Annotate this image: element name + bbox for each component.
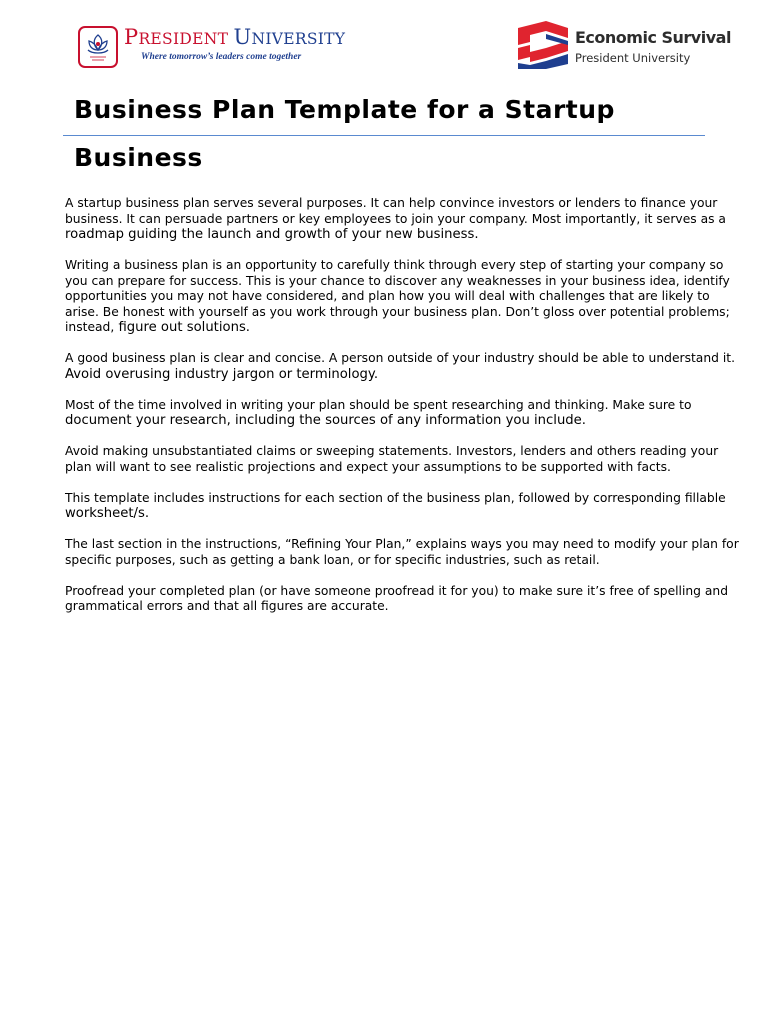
paragraph-clear-concise xyxy=(65,351,740,382)
name-initial-p: P xyxy=(124,25,139,49)
document-body xyxy=(65,196,740,630)
paragraph-text: Proofread your completed plan (or have someone proofread it for you) to make sure it’s free of spelling and xyxy=(65,583,729,598)
paragraph-text: Most of the time involved in writing your plan should be spent researching and thinking. Make sure to xyxy=(65,397,692,412)
paragraph-purposes xyxy=(65,196,740,243)
economic-survival-title: Economic Survival xyxy=(575,28,731,47)
paragraph-tail: Avoid overusing industry jargon or terminology. xyxy=(65,366,379,382)
paragraph-proofread xyxy=(65,584,740,615)
paragraph-text: A good business plan is clear and concise. A person outside of your industry should be able to understand it. xyxy=(65,351,735,365)
university-seal-icon xyxy=(78,26,118,68)
paragraph-text: The last section in the instructions, “Refining Your Plan,” explains ways you may need to modify your plan for specific purposes, such as getting a bank loan, or for specific industries, such as retail. xyxy=(65,537,739,567)
university-name xyxy=(124,27,345,48)
name-university: NIVERSITY xyxy=(251,30,346,48)
economic-survival-logo xyxy=(516,20,731,70)
university-tagline: Where tomorrow’s leaders come together xyxy=(141,52,302,62)
paragraph-tail: grammatical errors and that all figures are accurate. xyxy=(65,599,389,613)
paragraph-opportunity xyxy=(65,258,740,336)
paragraph-text: This template includes instructions for each section of the business plan, followed by corresponding fillable xyxy=(65,490,726,505)
paragraph-tail: figure out solutions. xyxy=(114,320,251,335)
paragraph-text: A startup business plan serves several purposes. It can help convince investors or lenders to finance your business. It can persuade partners or key employees to join your company. Most importantly, it serves as a xyxy=(65,196,726,226)
page-title: Business Plan Template for a Startup Business xyxy=(74,95,615,172)
name-president: RESIDENT xyxy=(138,30,229,48)
paragraph-text: Writing a business plan is an opportunity to carefully think through every step of starting your company so you can prepare for success. This is your chance to discover any weaknesses in your business idea, identify opportunities you may not have considered, and plan how you will deal with challenges that are likely to arise. Be honest with yourself as you work through your business plan. Don’t gloss over potential problems; instead, xyxy=(65,258,730,334)
president-university-logo xyxy=(78,25,346,71)
economic-survival-mark-icon xyxy=(516,20,570,70)
economic-survival-subtitle: President University xyxy=(575,51,691,65)
paragraph-text: Avoid making unsubstantiated claims or sweeping statements. Investors, lenders and others reading your plan will want to see realistic projections and expect your assumptions to be supported with facts. xyxy=(65,444,719,474)
paragraph-tail: worksheet/s. xyxy=(65,506,150,521)
paragraph-tail: document your research, including the sources of any information you include. xyxy=(65,413,586,428)
paragraph-research xyxy=(65,398,740,429)
title-divider xyxy=(63,135,705,136)
paragraph-template xyxy=(65,491,740,522)
paragraph-refining xyxy=(65,537,740,568)
paragraph-claims xyxy=(65,444,740,475)
paragraph-tail: roadmap guiding the launch and growth of your new business. xyxy=(65,227,479,242)
name-initial-u: U xyxy=(233,25,252,49)
